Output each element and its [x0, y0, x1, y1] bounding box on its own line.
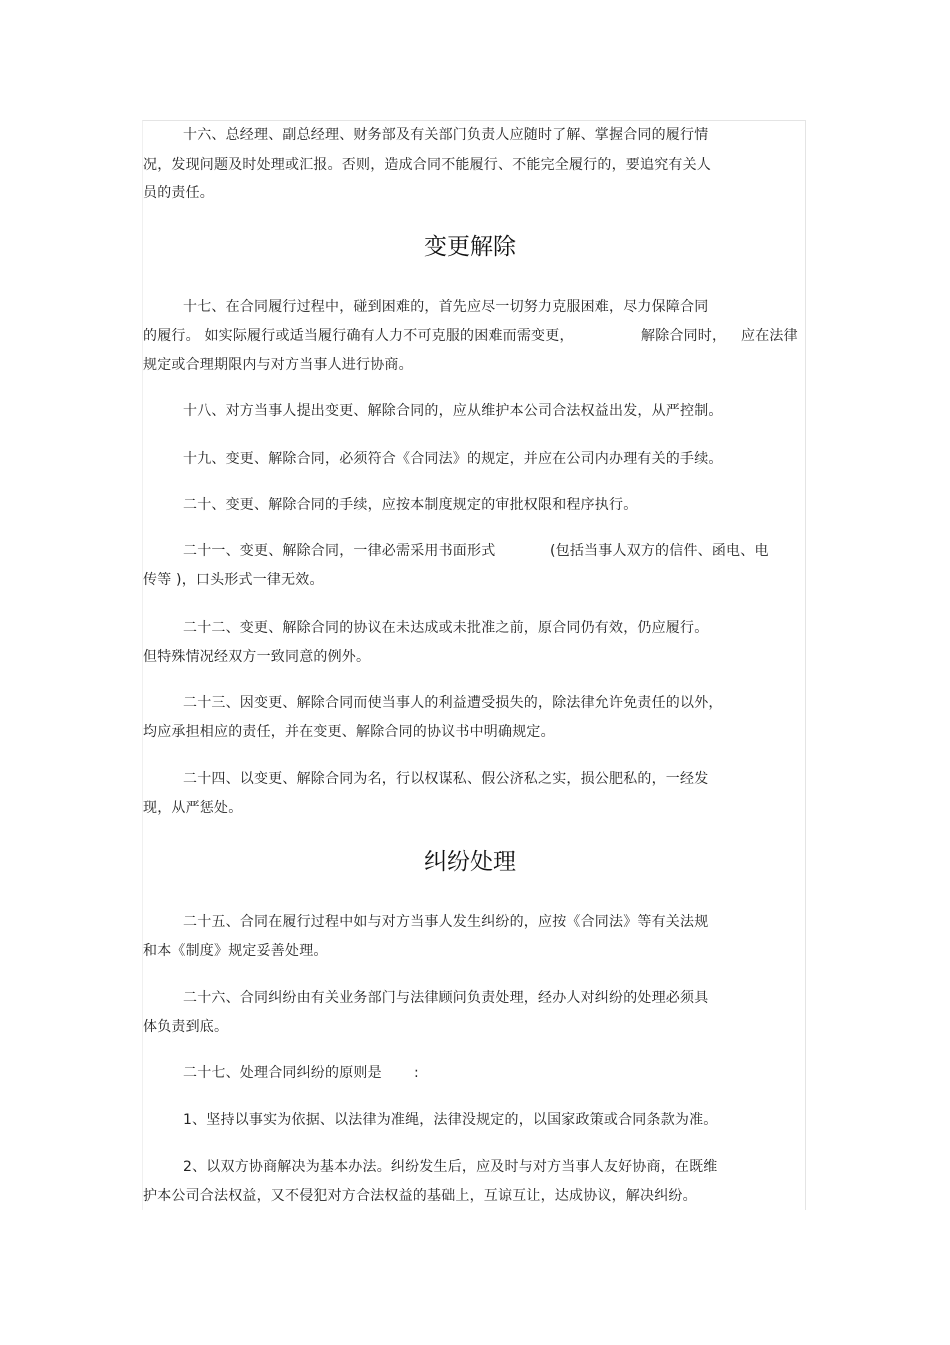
clause-23-line-2: 均应承担相应的责任，并在变更、解除合同的协议书中明确规定。: [143, 724, 555, 740]
clause-16-line-1: 十六、总经理、副总经理、财务部及有关部门负责人应随时了解、掌握合同的履行情: [183, 127, 709, 143]
clause-26-line-2: 体负责到底。: [143, 1019, 229, 1035]
clause-24-line-2: 现，从严惩处。: [143, 800, 243, 816]
clause-22-line-2: 但特殊情况经双方一致同意的例外。: [143, 649, 371, 665]
clause-17-line-2: 的履行。 如实际履行或适当履行确有人力不可克服的困难而需变更，: [143, 328, 574, 344]
clause-21-line-1: 二十一、变更、解除合同，一律必需采用书面形式: [183, 543, 496, 559]
clause-17-line-3: 规定或合理期限内与对方当事人进行协商。: [143, 357, 413, 373]
clause-17-line-2b: 解除合同时，: [641, 328, 727, 344]
clause-16-line-2: 况，发现问题及时处理或汇报。否则，造成合同不能履行、不能完全履行的，要追究有关人: [143, 157, 711, 173]
clause-21-line-1b: (包括当事人双方的信件、函电、电: [550, 543, 769, 559]
principle-item-2-line-1: 2、以双方协商解决为基本办法。纠纷发生后，应及时与对方当事人友好协商，在既维: [183, 1159, 718, 1175]
clause-23-line-1: 二十三、因变更、解除合同而使当事人的利益遭受损失的，除法律允许免责任的以外，: [183, 695, 723, 711]
clause-20: 二十、变更、解除合同的手续，应按本制度规定的审批权限和程序执行。: [183, 497, 638, 513]
clause-21-line-2: 传等 )，口头形式一律无效。: [143, 572, 324, 588]
clause-25-line-2: 和本《制度》规定妥善处理。: [143, 943, 328, 959]
principle-item-2-line-2: 护本公司合法权益，又不侵犯对方合法权益的基础上，互谅互让，达成协议，解决纠纷。: [143, 1188, 697, 1204]
clause-25-line-1: 二十五、合同在履行过程中如与对方当事人发生纠纷的，应按《合同法》等有关法规: [183, 914, 709, 930]
clause-27: 二十七、处理合同纠纷的原则是: [183, 1065, 382, 1081]
clause-17-line-1: 十七、在合同履行过程中，碰到困难的，首先应尽一切努力克服困难，尽力保障合同: [183, 299, 709, 315]
clause-26-line-1: 二十六、合同纠纷由有关业务部门与法律顾问负责处理，经办人对纠纷的处理必须具: [183, 990, 709, 1006]
clause-19: 十九、变更、解除合同，必须符合《合同法》的规定，并应在公司内办理有关的手续。: [183, 451, 723, 467]
clause-27-colon: :: [414, 1065, 419, 1081]
section-heading-dispute-handling: 纠纷处理: [424, 849, 516, 875]
section-heading-change-rescission: 变更解除: [424, 234, 516, 260]
clause-17-line-2c: 应在法律: [741, 328, 798, 344]
clause-18: 十八、对方当事人提出变更、解除合同的，应从维护本公司合法权益出发，从严控制。: [183, 403, 723, 419]
clause-24-line-1: 二十四、以变更、解除合同为名，行以权谋私、假公济私之实，损公肥私的，一经发: [183, 771, 709, 787]
clause-16-line-3: 员的责任。: [143, 185, 214, 201]
principle-item-1: 1、坚持以事实为依据、以法律为准绳，法律没规定的，以国家政策或合同条款为准。: [183, 1112, 718, 1128]
clause-22-line-1: 二十二、变更、解除合同的协议在未达成或未批准之前，原合同仍有效，仍应履行。: [183, 620, 709, 636]
